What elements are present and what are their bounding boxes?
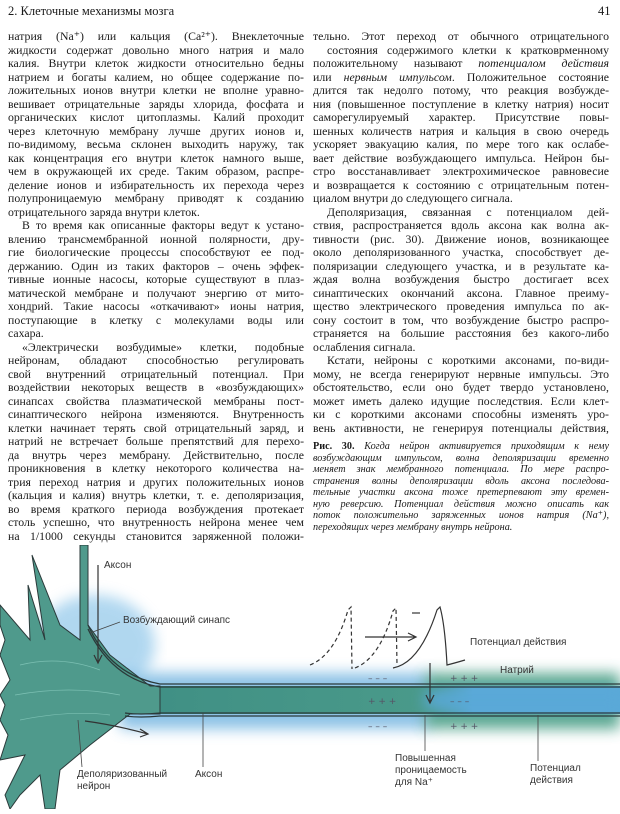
label-axon-bottom: Аксон — [195, 769, 223, 780]
label-line: действия — [530, 775, 573, 786]
minus-charges-bottom: – – – — [368, 722, 388, 732]
text-line: Кстати, нейроны с короткими аксонами, по-види- — [327, 353, 609, 367]
text-line: по-видимому, весьма склонен выходить наружу, так — [8, 137, 304, 151]
label-line: для Na⁺ — [395, 777, 433, 788]
caption-line: странения волны деполяризации вдоль аксона последова- — [313, 475, 609, 487]
text-line: около деполяризованного участка, способствует де- — [313, 245, 609, 259]
running-header: 2. Клеточные механизмы мозга — [8, 4, 175, 18]
text-line: полупроницаемую мембрану приводят к созданию — [8, 191, 304, 205]
left-text-column — [8, 30, 304, 543]
text-line: тельно. Этот переход от обычного отрицательного — [313, 29, 609, 43]
text-line: ждая волна возбуждения быстро достигает всех — [313, 272, 609, 286]
label-line: Деполяризованный — [77, 769, 168, 780]
text-line: саморегулируемый характер. Присутствие повы- — [313, 110, 609, 124]
text-line: синаптических окончаний аксона. Главное преиму- — [313, 285, 609, 300]
label-action-potential-bottom — [530, 763, 581, 787]
figure-caption — [313, 441, 609, 533]
text-line: поляризации следующего участка, и в результате ка- — [313, 258, 609, 273]
text-line: сахара. — [8, 326, 44, 340]
text-line: натрием и богаты калием, но общее содержание по- — [8, 69, 304, 84]
text-line: проникновения в клетку некоторого количества на- — [8, 461, 304, 475]
text-line: ускоряет эвакуацию калия, по мере того как ослабе- — [313, 137, 609, 151]
text-line: клетки начинает терять свой отрицательный заряд, и — [8, 420, 304, 435]
text-line — [313, 57, 609, 71]
text-line: на 1/1000 секунды становится заряженной положи- — [8, 528, 304, 543]
text-line: поступающие в клетку с молекулами воды или — [8, 312, 304, 327]
text-line: синапсах свойства плазматической мембраны пост- — [8, 393, 304, 408]
text-line: чем в окружающей их среде. Таким образом, распре- — [8, 164, 304, 178]
plus-charges-inside: + + + — [368, 697, 397, 707]
text-line: держанию. Один из таких факторов – очень эффек- — [8, 258, 304, 273]
text-line: длится так недолго потому, что реакция возбужде- — [313, 83, 609, 97]
text-line: стро восстанавливает электрохимическое равновесие — [313, 164, 609, 178]
text-line: влению трансмембранной ионной полярности, дру- — [8, 231, 304, 246]
text-line: да внутрь через мембрану. Действительно, после — [8, 447, 304, 462]
text-line: В то время как описанные факторы ведут к устано- — [22, 218, 304, 232]
text-line: хондрий. Такие насосы «откачивают» ионы натрия, — [8, 299, 304, 313]
text-line: (кальция и калия) внутрь клетки, т. е. деполяризация, — [8, 488, 304, 502]
text-line: тивности (рис. 30). Движение ионов, возникающее — [313, 231, 609, 246]
caption-line: поток положительно заряженных ионов натрия (Na⁺), — [313, 510, 609, 521]
text-line: шенных количеств натрия и кальция в свою очередь — [313, 123, 609, 138]
caption-line: переходящих через мембрану внутрь нейрона. — [313, 521, 513, 533]
text-line: гие биологические процессы способствуют ее под- — [8, 245, 304, 259]
text-line: ослабления сигнала. — [313, 339, 416, 354]
caption-line: меняет знак мембранного потенциала. По мере распро- — [313, 464, 609, 475]
text-line: как концентрация его внутри клеток намного выше, — [8, 150, 304, 165]
text-line: отрицательного заряда внутри клеток. — [8, 204, 200, 219]
text-line: Деполяризация, связанная с потенциалом дей- — [327, 204, 609, 219]
label-sodium: Натрий — [500, 665, 534, 676]
text-line: воздействии некоторых веществ в «возбуждающих» — [8, 380, 304, 394]
label-depolarized-neuron — [77, 769, 167, 793]
label-axon-top: Аксон — [104, 560, 132, 571]
text-line: ки с короткими аксонами способны изменять уро- — [313, 407, 609, 421]
minus-charges-top: – – – — [368, 674, 388, 684]
label-line: нейрон — [77, 781, 111, 792]
text-line: синаптического нейрона изменяются. Внутренность — [8, 407, 304, 421]
plus-charges-bottom: + + + — [450, 722, 479, 732]
text-line: ствия, распространяется вдоль аксона как волна ак- — [313, 218, 609, 232]
plus-charges-top: + + + — [450, 674, 479, 684]
text-line: вешивает отрицательные заряды хлорида, фосфата и — [8, 96, 304, 111]
text-line: тивные ионные насосы, которые существуют в плаз- — [8, 272, 304, 286]
label-line: проницаемость — [395, 765, 467, 776]
text-line: страняется на большие расстояния без какого-либо — [313, 326, 609, 340]
text-line: через клеточную мембрану лучше других ионов и, — [8, 123, 304, 138]
minus-charges-inside: – – – — [450, 697, 470, 707]
caption-line: Рис. 30. Когда нейрон активируется приходящим к нему — [313, 441, 609, 452]
text-line: «Электрически возбудимые» клетки, подобные — [22, 339, 304, 354]
text-line: вает действие возбуждающего импульса. Нейрон бы- — [313, 150, 609, 165]
figure-label: Рис. 30. — [313, 441, 355, 452]
label-line: Потенциал — [530, 763, 581, 774]
text-line: матической мембране и получают энергию от мито- — [8, 285, 304, 300]
text-line: столь успешно, что внутренность нейрона менее чем — [8, 515, 304, 529]
text-line: калия. Внутри клеток жидкости относительно бедны — [8, 56, 304, 70]
text-line: щество электрического проведения импульса по ак- — [313, 299, 609, 313]
text-run: . Положительное состояние — [451, 69, 610, 84]
label-excitatory-synapse: Возбуждающий синапс — [123, 615, 231, 626]
page-number: 41 — [598, 4, 611, 18]
label-increased-permeability — [395, 753, 467, 789]
italic-term: нервным импульсом — [343, 69, 452, 84]
italic-term: потенциалом действия — [478, 56, 609, 70]
text-line: мому, не всегда генерируют нервные импульсы. Это — [313, 366, 609, 381]
text-line: трия переход натрия и других положительных ионов — [8, 474, 304, 489]
text-run: или — [313, 69, 344, 84]
text-line: нейронам, обладают способностью регулировать — [8, 353, 304, 367]
action-potential-waveforms — [310, 607, 465, 669]
right-text-column — [313, 30, 609, 435]
text-line: ложительных ионов внутри клетки не вполне уравно- — [8, 83, 304, 97]
text-line: ния (повышенное поступление в клетку натрия) носит — [313, 96, 609, 111]
text-line: обстоятельство, если оно будет твердо установлено, — [313, 380, 609, 394]
text-line: органических кислот цитоплазмы. Калий проходит — [8, 110, 304, 124]
figure-neuron-action-potential — [0, 545, 620, 809]
text-line: состояния содержимого клетки к кратковрменному — [327, 42, 609, 57]
text-line: и возвращается к состоянию с отрицательным потен- — [313, 177, 609, 192]
text-line: вень активности, не генерируя потенциалы действия, — [313, 420, 609, 435]
caption-line: тельные участки аксона тоже претерпевают эту времен- — [313, 487, 609, 498]
text-line: натрий не встречает больше препятствий для перехо- — [8, 434, 304, 448]
caption-line: возбуждающим импульсом, волна деполяризации временно — [313, 452, 609, 464]
text-line: деление ионов и избирательность их перехода через — [8, 177, 304, 192]
text-line: свой внутренний отрицательный потенциал. При — [8, 366, 304, 381]
label-line: Повышенная — [395, 753, 456, 764]
caption-line: ную реверсию. Потенциал действия можно описать как — [313, 498, 609, 510]
text-line: во время краткого периода возбуждения протекает — [8, 501, 304, 516]
text-line — [313, 71, 609, 85]
text-line: сону состоит в том, что возбуждение быстро распро- — [313, 312, 609, 327]
text-line: может иметь далеко идущие последствия. Если клет- — [313, 393, 609, 408]
text-line: жидкости содержат довольно много натрия и мало — [8, 42, 304, 57]
text-line: циалом внутри до следующего сигнала. — [313, 191, 513, 205]
label-action-potential-top: Потенциал действия — [470, 637, 567, 648]
text-run: положительному называют — [313, 56, 479, 70]
text-line: натрия (Na⁺) или кальция (Ca²⁺). Внеклеточные — [8, 29, 304, 43]
